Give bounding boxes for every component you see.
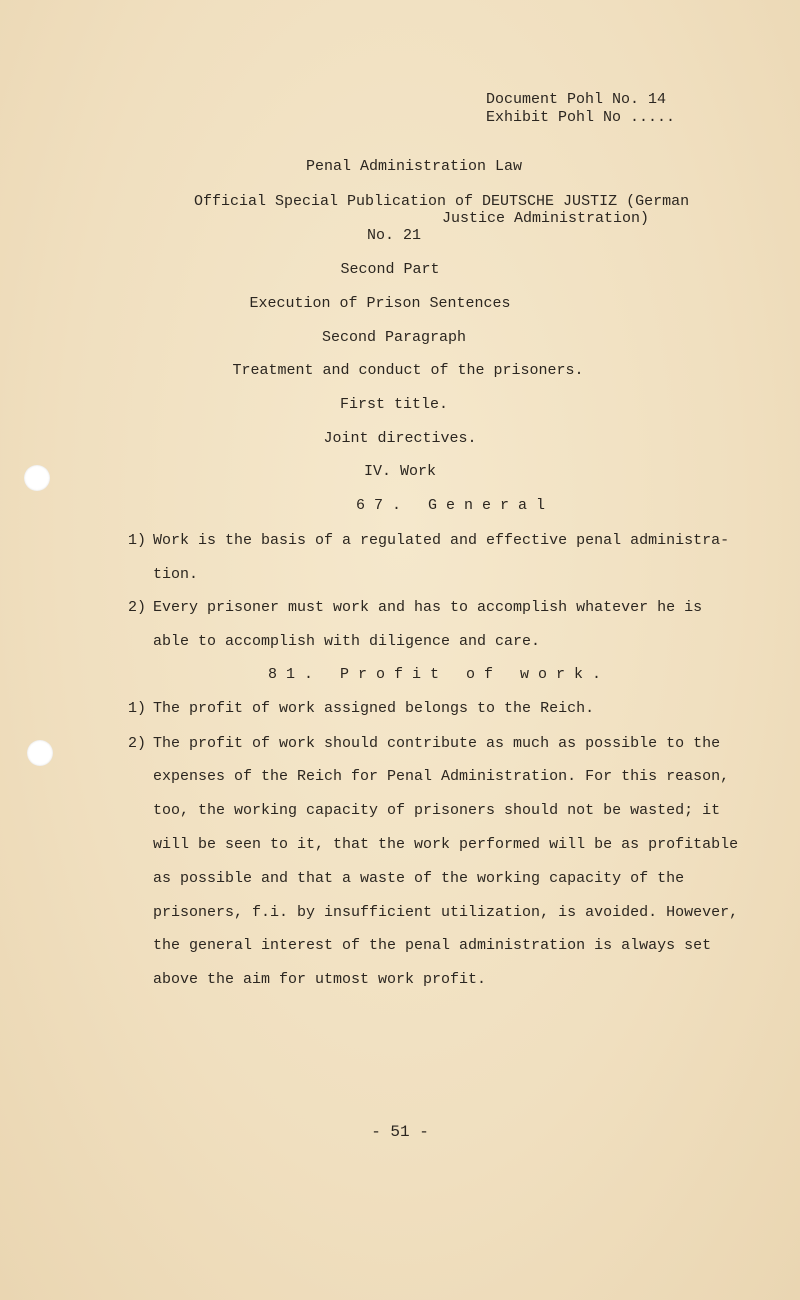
- list-item-number: 1): [128, 532, 147, 549]
- punch-hole-bottom: [27, 740, 53, 766]
- list-item-line: Work is the basis of a regulated and effective penal administra-: [153, 532, 730, 549]
- list-item-line: will be seen to it, that the work performed will be as profitable: [153, 836, 739, 853]
- list-item-number: 1): [128, 700, 147, 717]
- treatment-title: Treatment and conduct of the prisoners.: [232, 362, 584, 379]
- part-title: Second Part: [340, 261, 440, 278]
- execution-title: Execution of Prison Sentences: [249, 295, 511, 312]
- list-item-number: 2): [128, 599, 147, 616]
- list-item-line: The profit of work should contribute as much as possible to the: [153, 735, 721, 752]
- list-item-line: prisoners, f.i. by insufficient utilization, is avoided. However,: [153, 904, 739, 921]
- list-item-line: tion.: [153, 566, 199, 583]
- first-title: First title.: [339, 396, 449, 413]
- section-title: IV. Work: [363, 463, 436, 480]
- list-item-number: 2): [128, 735, 147, 752]
- list-item-line: as possible and that a waste of the working capacity of the: [153, 870, 685, 887]
- section-81-heading: 81. Profit of work.: [268, 666, 611, 683]
- publication-number: No. 21: [366, 227, 421, 244]
- joint-directives-title: Joint directives.: [323, 430, 477, 447]
- publication-title-line1: Official Special Publication of DEUTSCHE JUSTIZ (German: [194, 193, 690, 210]
- document-reference: Document Pohl No. 14: [486, 91, 667, 108]
- page-number: - 51 -: [371, 1123, 429, 1141]
- law-title: Penal Administration Law: [305, 158, 523, 175]
- exhibit-reference: Exhibit Pohl No .....: [486, 109, 676, 126]
- list-item-line: too, the working capacity of prisoners should not be wasted; it: [153, 802, 721, 819]
- list-item-line: Every prisoner must work and has to accomplish whatever he is: [153, 599, 703, 616]
- paragraph-title: Second Paragraph: [321, 329, 467, 346]
- list-item-line: expenses of the Reich for Penal Administration. For this reason,: [153, 768, 730, 785]
- list-item-line: above the aim for utmost work profit.: [153, 971, 487, 988]
- list-item-line: able to accomplish with diligence and care.: [153, 633, 541, 650]
- publication-title-line2: Justice Administration): [442, 210, 650, 227]
- list-item-line: The profit of work assigned belongs to the Reich.: [153, 700, 595, 717]
- section-67-heading: 67. General: [356, 497, 555, 514]
- list-item-line: the general interest of the penal administration is always set: [153, 937, 712, 954]
